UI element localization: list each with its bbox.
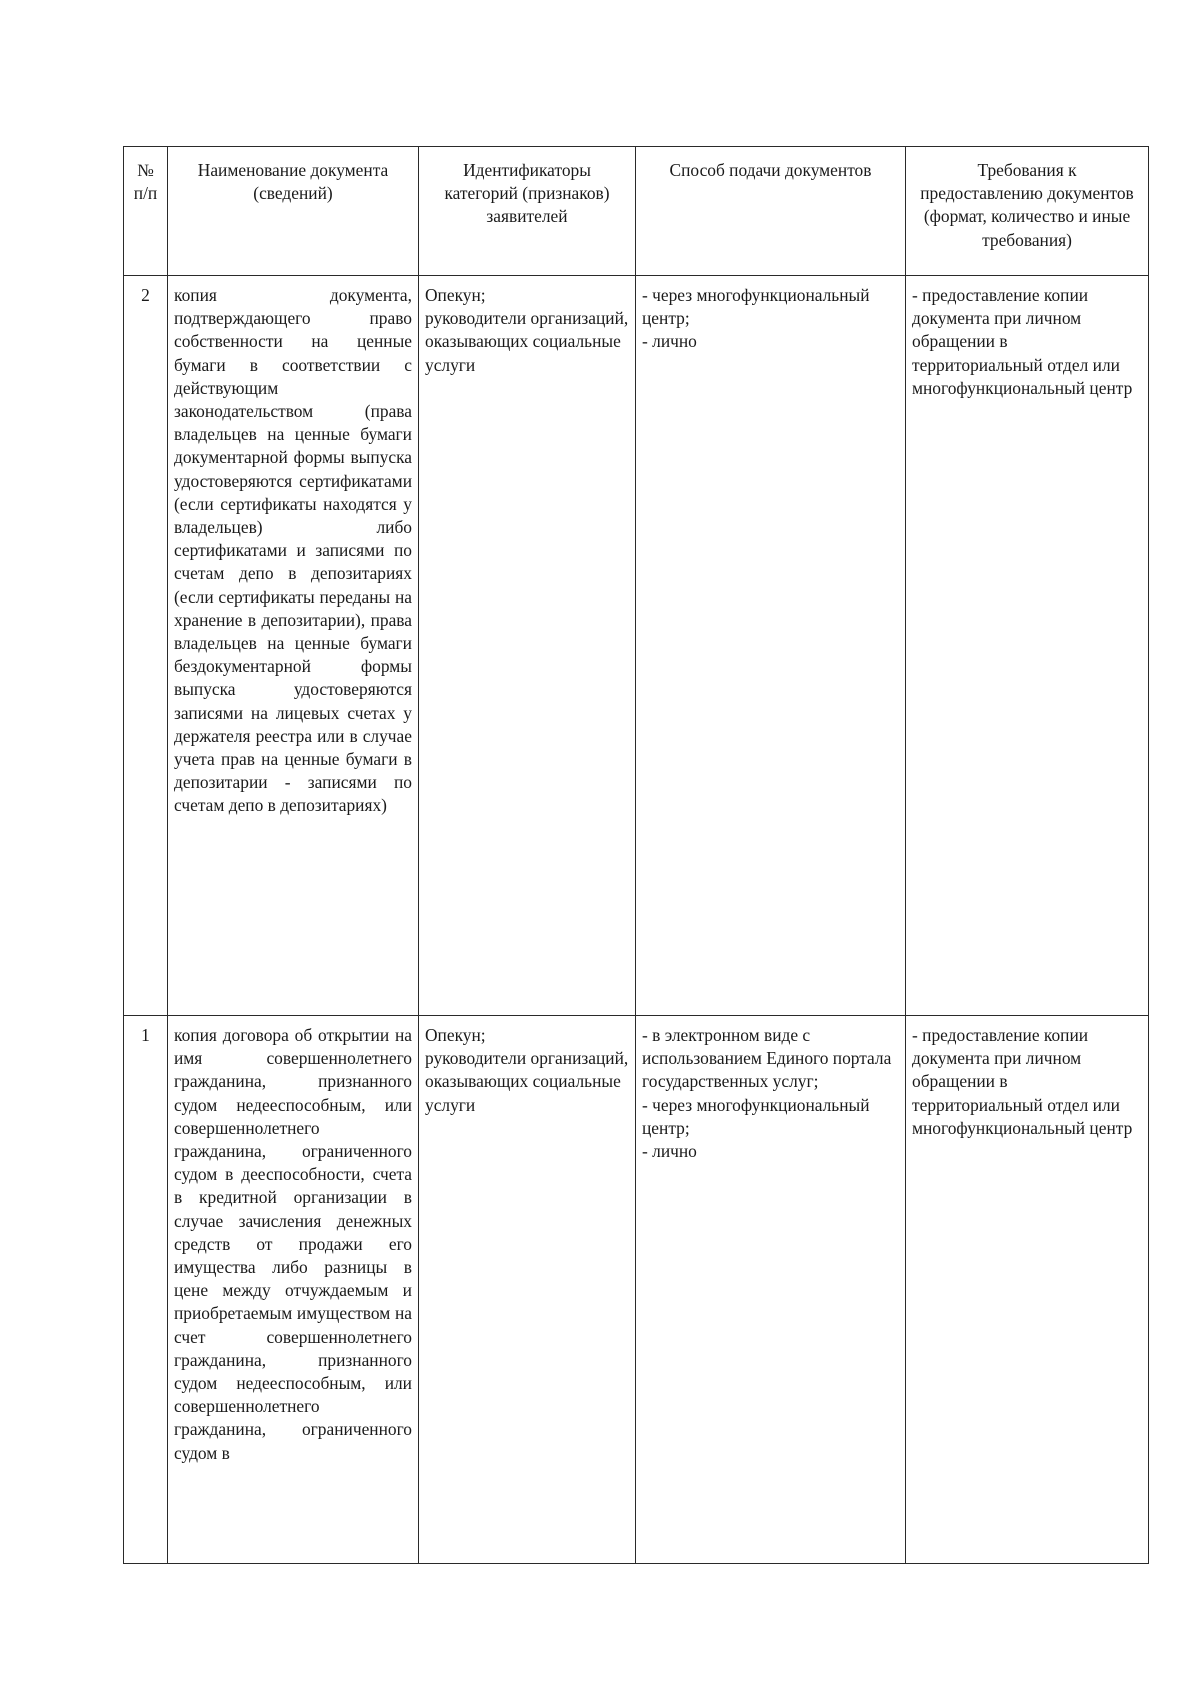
header-requirements: Требования к предоставлению документов (формат, количество и иные требования) [906,147,1149,276]
row-number: 2 [124,276,168,1016]
submission-method-cell [636,276,906,1016]
method-line: - через многофункциональный центр; [642,285,870,329]
applicant-identifiers-cell [419,1016,636,1564]
table-header-row [124,147,1149,276]
requirements-cell: - предоставление копии документа при личном обращении в территориальный отдел или многофункциональный центр [906,1016,1149,1564]
document-name-cell: копия документа, подтверждающего право собственности на ценные бумаги в соответствии с действующим законодательством (права владельцев на ценные бумаги документарной формы выпуска удостоверяются сертификатами (если сертификаты находятся у владельцев) либо сертификатами и записями по счетам депо в депозитариях (если сертификаты переданы на хранение в депозитарии), права владельцев на ценные бумаги бездокументарной формы выпуска удостоверяются записями на лицевых счетах у держателя реестра или в случае учета прав на ценные бумаги в депозитарии - записями по счетам депо в депозитариях) [168,276,419,1016]
identifier-line: руководители организаций, оказывающих социальные услуги [425,1048,629,1115]
table-row [124,276,1149,1016]
method-line: - лично [642,331,697,352]
requirements-cell: - предоставление копии документа при личном обращении в территориальный отдел или многофункциональный центр [906,276,1149,1016]
method-line: - в электронном виде с использованием Единого портала государственных услуг; [642,1025,892,1092]
header-identifiers: Идентификаторы категорий (признаков) заявителей [419,147,636,276]
applicant-identifiers-cell [419,276,636,1016]
method-line: - через многофункциональный центр; [642,1094,870,1138]
row-number: 1 [124,1016,168,1564]
document-name-cell: копия договора об открытии на имя совершеннолетнего гражданина, признанного судом недееспособным, или совершеннолетнего гражданина, ограниченного судом в дееспособности, счета в кредитной организации в случае зачисления денежных средств от продажи его имущества либо разницы в цене между отчуждаемым и приобретаемым имуществом на счет совершеннолетнего гражданина, признанного судом недееспособным, или совершеннолетнего гражданина, ограниченного судом в [168,1016,419,1564]
submission-method-cell [636,1016,906,1564]
method-line: - лично [642,1141,697,1162]
identifier-line: Опекун; [425,285,486,305]
documents-table [123,146,1149,1564]
table-row [124,1016,1149,1564]
identifier-line: руководители организаций, оказывающих социальные услуги [425,308,629,375]
header-num: № п/п [124,147,168,276]
identifier-line: Опекун; [425,1025,486,1045]
header-doc-name: Наименование документа (сведений) [168,147,419,276]
header-method: Способ подачи документов [636,147,906,276]
